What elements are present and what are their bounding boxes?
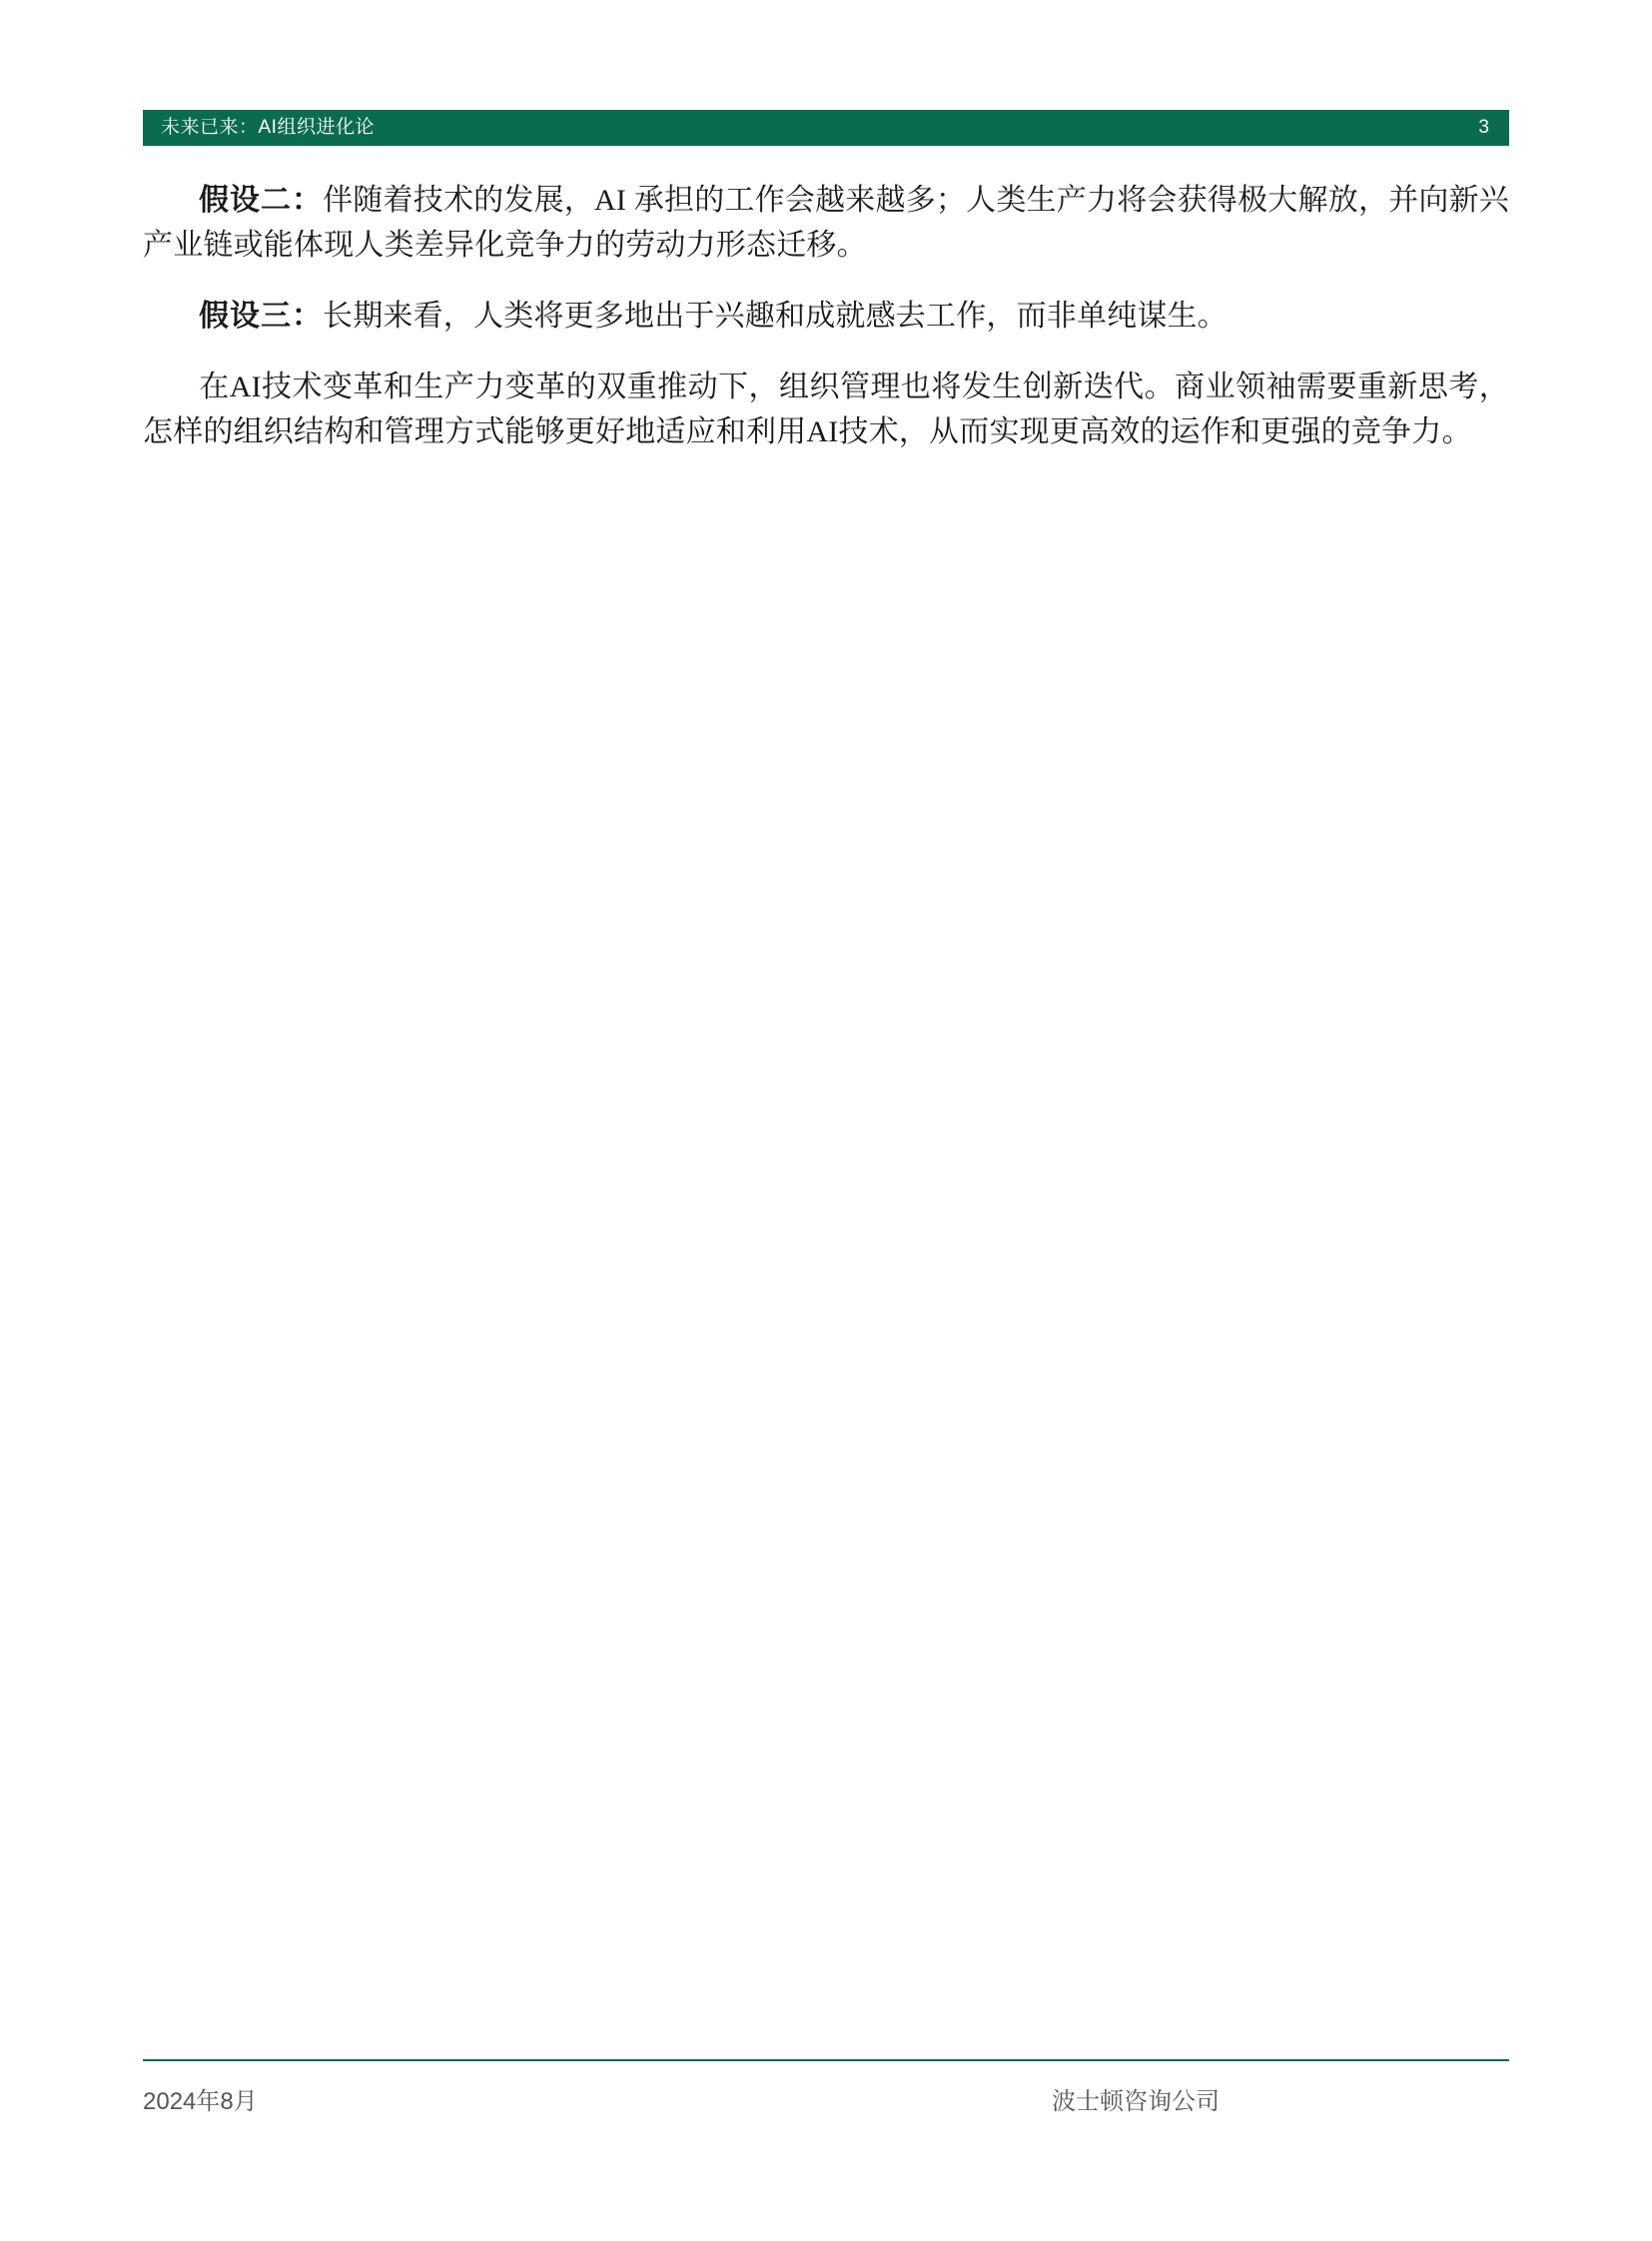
paragraph-lead-label: 假设三：	[199, 300, 323, 333]
paragraph-text: 在AI技术变革和生产力变革的双重推动下，组织管理也将发生创新迭代。商业领袖需要重新思考，怎样的组织结构和管理方式能够更好地适应和利用AI技术，从而实现更高效的运作和更强的竞争力。	[143, 371, 1509, 448]
page-header-title: 未来已来：AI组织进化论	[161, 117, 375, 138]
paragraph-lead-label: 假设二：	[199, 184, 324, 217]
paragraph-hypothesis-two	[143, 178, 1509, 268]
paragraph-hypothesis-three	[143, 294, 1509, 339]
paragraph-text: 长期来看，人类将更多地出于兴趣和成就感去工作，而非单纯谋生。	[323, 300, 1228, 333]
page-header-bar	[143, 110, 1509, 146]
footer-date: 2024年8月	[143, 2087, 258, 2115]
paragraph-conclusion	[143, 365, 1509, 454]
paragraph-text: 伴随着技术的发展，AI 承担的工作会越来越多；人类生产力将会获得极大解放，并向新兴产业链或能体现人类差异化竞争力的劳动力形态迁移。	[143, 184, 1509, 262]
page-footer	[143, 2073, 1509, 2123]
footer-publisher: 波士顿咨询公司	[1052, 2087, 1220, 2115]
footer-divider	[143, 2059, 1509, 2061]
document-body	[143, 178, 1509, 480]
page-number: 3	[1478, 117, 1489, 138]
